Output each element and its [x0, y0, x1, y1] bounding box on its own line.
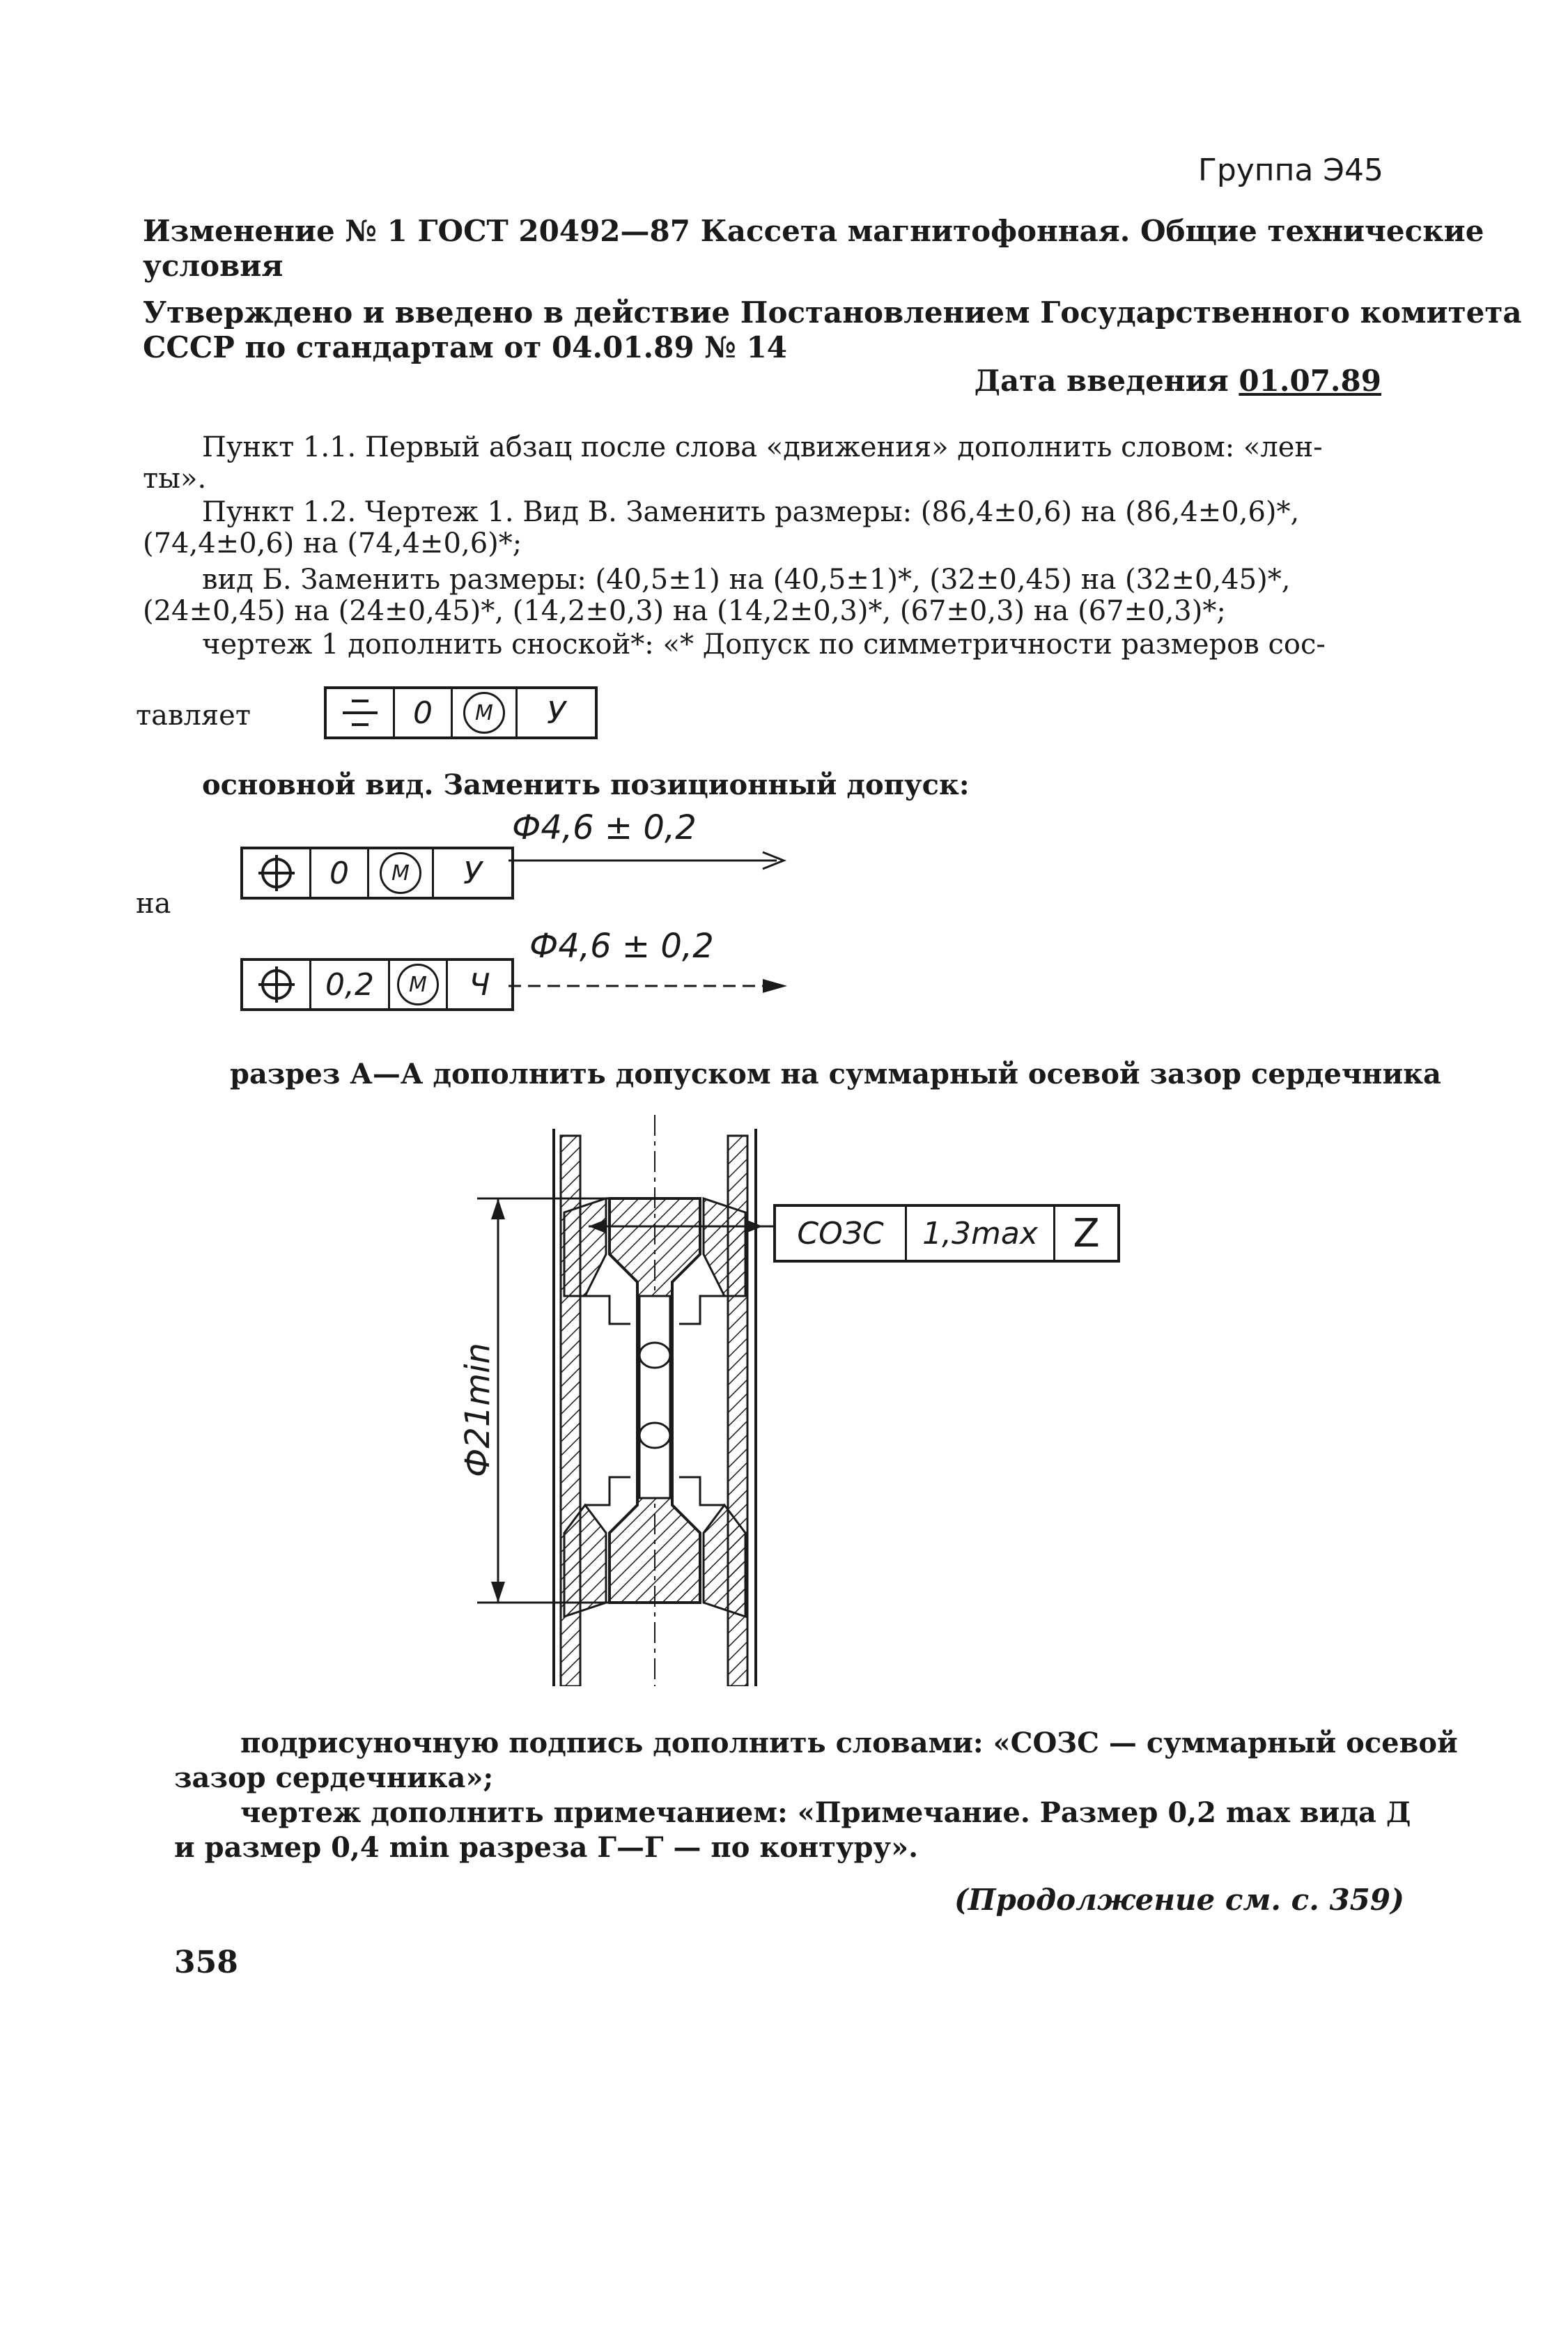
modifier-m-icon: M — [397, 964, 439, 1005]
p8-line2: и размер 0,4 min разреза Г—Г — по контуру». — [174, 1831, 919, 1864]
core-dimension-label: Ф21min — [458, 1343, 497, 1477]
p2-line1: Пункт 1.2. Чертеж 1. Вид В. Заменить размеры: (86,4±0,6) на (86,4±0,6)*, — [202, 496, 1300, 528]
cozs-datum: Z — [1053, 1207, 1117, 1260]
p8-line1: чертеж дополнить примечанием: «Примечание. Размер 0,2 max вида Д — [240, 1796, 1411, 1829]
old-modifier-cell — [367, 849, 432, 897]
p3-line1: вид Б. Заменить размеры: (40,5±1) на (40,5±1)*, (32±0,45) на (32±0,45)*, — [202, 564, 1291, 596]
new-dimension: Ф4,6 ± 0,2 — [529, 927, 714, 966]
cozs-tolerance-frame — [773, 1204, 1120, 1263]
symmetry-icon — [327, 689, 393, 736]
cozs-value: 1,3max — [905, 1207, 1053, 1260]
approved-line1: Утверждено и введено в действие Постановлением Государственного комитета — [143, 295, 1522, 330]
old-dimension: Ф4,6 ± 0,2 — [512, 808, 697, 847]
new-value: 0,2 — [309, 961, 388, 1008]
p1-line1: Пункт 1.1. Первый абзац после слова «движения» дополнить словом: «лен- — [202, 431, 1323, 463]
section-drawing — [446, 1115, 1142, 1686]
p7-line1: подрисуночную подпись дополнить словами: «СОЗС — суммарный осевой — [240, 1727, 1458, 1759]
new-datum: Ч — [446, 961, 511, 1008]
p6: разрез А—А дополнить допуском на суммарный осевой зазор сердечника — [230, 1058, 1441, 1090]
position-frame-new — [240, 958, 514, 1011]
symmetry-tolerance-frame — [324, 686, 598, 739]
date-value: 01.07.89 — [1239, 364, 1381, 398]
position-icon — [243, 961, 309, 1008]
new-modifier-cell — [388, 961, 446, 1008]
continuation-note: (Продолжение см. с. 359) — [954, 1883, 1404, 1917]
old-value: 0 — [309, 849, 367, 897]
date-label: Дата введения — [974, 364, 1229, 398]
position-frame-old — [240, 847, 514, 900]
cozs-label: СОЗС — [797, 1215, 884, 1251]
symmetry-value: 0 — [393, 689, 451, 736]
new-leader-arrow — [509, 972, 801, 1000]
position-icon — [243, 849, 309, 897]
date-line — [975, 362, 1381, 400]
title-line2: условия — [143, 249, 284, 283]
modifier-m-icon: M — [463, 692, 505, 734]
approved-line2: СССР по стандартам от 04.01.89 № 14 — [143, 330, 787, 364]
p2-line2: (74,4±0,6) на (74,4±0,6)*; — [143, 527, 522, 560]
p7-line2: зазор сердечника»; — [174, 1761, 494, 1794]
modifier-m-icon: M — [380, 852, 421, 894]
p3-line2: (24±0,45) на (24±0,45)*, (14,2±0,3) на (14,2±0,3)*, (67±0,3) на (67±0,3)*; — [143, 595, 1226, 627]
group-label: Группа Э45 — [1198, 153, 1383, 188]
p1-line2: ты». — [143, 463, 207, 495]
p5: основной вид. Заменить позиционный допуск: — [202, 769, 970, 801]
old-leader-arrow — [509, 847, 801, 874]
title-line1: Изменение № 1 ГОСТ 20492—87 Кассета магнитофонная. Общие технические — [143, 214, 1484, 248]
symmetry-datum: У — [515, 689, 595, 736]
symmetry-modifier-cell — [451, 689, 515, 736]
old-datum: У — [432, 849, 511, 897]
p4-line1: чертеж 1 дополнить сноской*: «* Допуск по симметричности размеров сос- — [202, 628, 1326, 661]
page-number: 358 — [174, 1945, 238, 1980]
na-label: на — [136, 888, 171, 920]
p4-line2: тавляет — [136, 700, 251, 732]
